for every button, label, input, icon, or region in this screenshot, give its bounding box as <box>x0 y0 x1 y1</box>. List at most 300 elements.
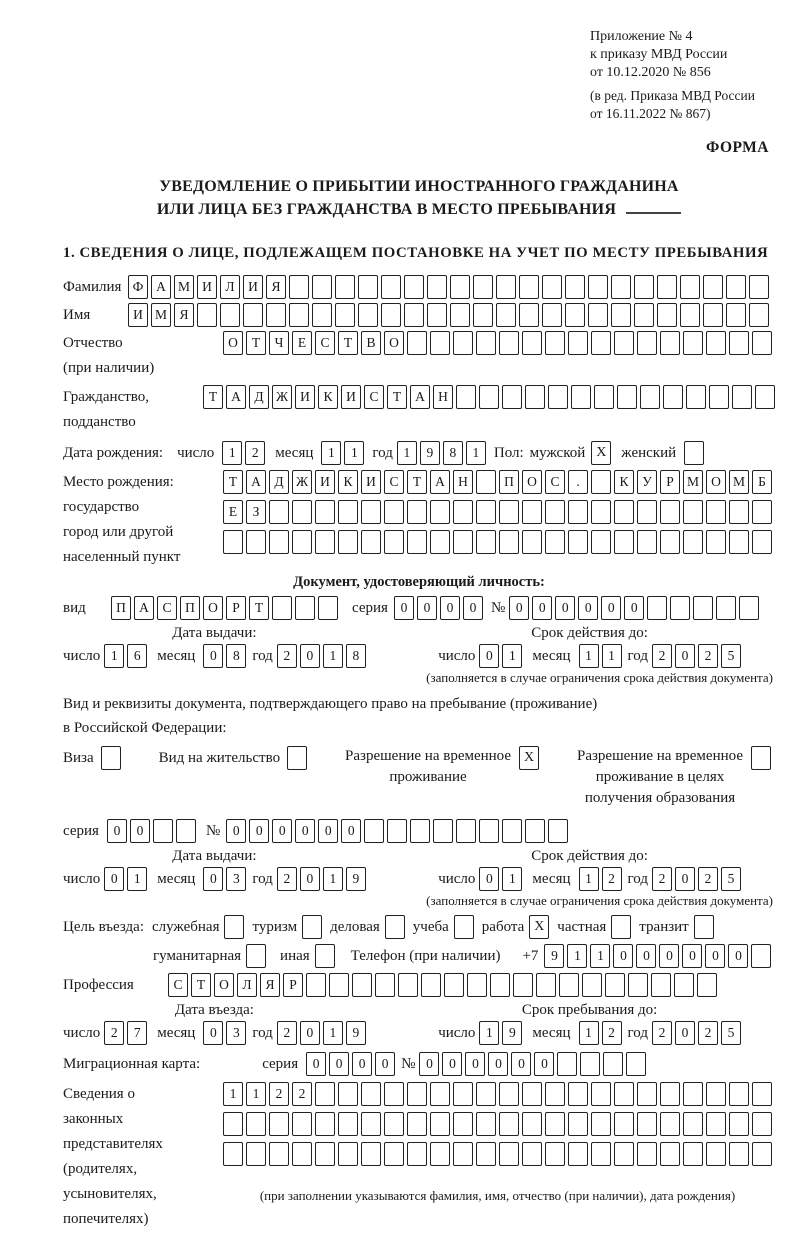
char-box[interactable] <box>315 1142 335 1166</box>
char-box[interactable]: 2 <box>277 867 297 891</box>
char-box[interactable]: 1 <box>127 867 147 891</box>
purpose-private-checkbox[interactable] <box>611 915 631 939</box>
char-box[interactable]: А <box>430 470 450 494</box>
char-box[interactable] <box>542 303 562 327</box>
char-box[interactable] <box>476 500 496 524</box>
char-box[interactable]: 0 <box>318 819 338 843</box>
char-box[interactable] <box>536 973 556 997</box>
char-box[interactable]: А <box>246 470 266 494</box>
char-box[interactable] <box>660 1112 680 1136</box>
char-box[interactable] <box>697 973 717 997</box>
char-box[interactable] <box>542 275 562 299</box>
char-box[interactable] <box>519 303 539 327</box>
char-box[interactable] <box>637 1142 657 1166</box>
char-box[interactable] <box>752 1112 772 1136</box>
char-box[interactable] <box>361 1142 381 1166</box>
char-box[interactable] <box>223 1112 243 1136</box>
char-box[interactable] <box>605 973 625 997</box>
char-box[interactable] <box>421 973 441 997</box>
char-box[interactable] <box>387 819 407 843</box>
char-box[interactable] <box>450 275 470 299</box>
char-box[interactable]: 9 <box>346 867 366 891</box>
char-box[interactable] <box>729 500 749 524</box>
char-box[interactable] <box>565 303 585 327</box>
char-box[interactable] <box>476 530 496 554</box>
char-box[interactable] <box>670 596 690 620</box>
char-box[interactable]: Т <box>387 385 407 409</box>
char-box[interactable]: 2 <box>652 644 672 668</box>
char-box[interactable] <box>545 1082 565 1106</box>
char-box[interactable] <box>329 973 349 997</box>
char-box[interactable] <box>683 530 703 554</box>
purpose-work-checkbox[interactable]: X <box>529 915 549 939</box>
char-box[interactable] <box>752 500 772 524</box>
char-box[interactable] <box>407 331 427 355</box>
char-box[interactable] <box>295 596 315 620</box>
char-box[interactable] <box>433 819 453 843</box>
char-box[interactable] <box>476 1082 496 1106</box>
char-box[interactable] <box>430 530 450 554</box>
char-box[interactable]: 0 <box>555 596 575 620</box>
char-box[interactable]: 1 <box>590 944 610 968</box>
char-box[interactable] <box>361 530 381 554</box>
edu-residence-checkbox[interactable] <box>751 746 771 770</box>
char-box[interactable]: 0 <box>249 819 269 843</box>
char-box[interactable]: 1 <box>579 1021 599 1045</box>
char-box[interactable] <box>611 275 631 299</box>
char-box[interactable] <box>752 530 772 554</box>
char-box[interactable] <box>338 1112 358 1136</box>
char-box[interactable]: 6 <box>127 644 147 668</box>
char-box[interactable]: О <box>384 331 404 355</box>
char-box[interactable]: 0 <box>419 1052 439 1076</box>
char-box[interactable]: Л <box>220 275 240 299</box>
char-box[interactable] <box>545 1112 565 1136</box>
char-box[interactable] <box>153 819 173 843</box>
char-box[interactable] <box>752 331 772 355</box>
char-box[interactable] <box>289 275 309 299</box>
char-box[interactable] <box>246 1142 266 1166</box>
char-box[interactable]: 1 <box>397 441 417 465</box>
char-box[interactable]: 0 <box>636 944 656 968</box>
char-box[interactable]: 3 <box>226 867 246 891</box>
char-box[interactable] <box>499 530 519 554</box>
purpose-humanitarian-checkbox[interactable] <box>246 944 266 968</box>
char-box[interactable] <box>430 331 450 355</box>
char-box[interactable] <box>545 331 565 355</box>
char-box[interactable]: 0 <box>295 819 315 843</box>
char-box[interactable]: 0 <box>613 944 633 968</box>
char-box[interactable] <box>660 1142 680 1166</box>
char-box[interactable] <box>292 1112 312 1136</box>
char-box[interactable]: Н <box>453 470 473 494</box>
char-box[interactable]: 0 <box>107 819 127 843</box>
char-box[interactable]: О <box>706 470 726 494</box>
char-box[interactable] <box>580 1052 600 1076</box>
char-box[interactable]: 9 <box>346 1021 366 1045</box>
char-box[interactable] <box>634 303 654 327</box>
char-box[interactable] <box>703 303 723 327</box>
char-box[interactable]: 1 <box>323 1021 343 1045</box>
char-box[interactable] <box>706 1142 726 1166</box>
char-box[interactable]: Т <box>203 385 223 409</box>
char-box[interactable] <box>614 1142 634 1166</box>
char-box[interactable] <box>315 1112 335 1136</box>
char-box[interactable]: А <box>134 596 154 620</box>
char-box[interactable] <box>634 275 654 299</box>
char-box[interactable] <box>292 530 312 554</box>
char-box[interactable] <box>499 500 519 524</box>
char-box[interactable]: 0 <box>394 596 414 620</box>
char-box[interactable] <box>588 275 608 299</box>
char-box[interactable] <box>726 303 746 327</box>
char-box[interactable] <box>430 500 450 524</box>
char-box[interactable]: К <box>338 470 358 494</box>
char-box[interactable] <box>407 530 427 554</box>
char-box[interactable]: 0 <box>226 819 246 843</box>
char-box[interactable] <box>410 819 430 843</box>
char-box[interactable]: К <box>318 385 338 409</box>
char-box[interactable]: 1 <box>579 867 599 891</box>
char-box[interactable]: 2 <box>269 1082 289 1106</box>
char-box[interactable]: 2 <box>277 644 297 668</box>
char-box[interactable] <box>614 530 634 554</box>
char-box[interactable] <box>404 303 424 327</box>
char-box[interactable] <box>453 500 473 524</box>
char-box[interactable] <box>611 303 631 327</box>
char-box[interactable] <box>617 385 637 409</box>
char-box[interactable] <box>755 385 775 409</box>
char-box[interactable] <box>637 331 657 355</box>
char-box[interactable] <box>364 819 384 843</box>
char-box[interactable] <box>729 1082 749 1106</box>
char-box[interactable] <box>591 1112 611 1136</box>
char-box[interactable]: 1 <box>344 441 364 465</box>
char-box[interactable] <box>223 530 243 554</box>
char-box[interactable]: 0 <box>509 596 529 620</box>
char-box[interactable]: 8 <box>226 644 246 668</box>
char-box[interactable] <box>614 1082 634 1106</box>
char-box[interactable]: 2 <box>104 1021 124 1045</box>
char-box[interactable] <box>732 385 752 409</box>
char-box[interactable] <box>453 530 473 554</box>
char-box[interactable]: Е <box>223 500 243 524</box>
char-box[interactable]: О <box>214 973 234 997</box>
char-box[interactable]: Я <box>266 275 286 299</box>
char-box[interactable] <box>752 1142 772 1166</box>
char-box[interactable]: 0 <box>329 1052 349 1076</box>
char-box[interactable]: Н <box>433 385 453 409</box>
char-box[interactable] <box>499 1082 519 1106</box>
char-box[interactable] <box>614 1112 634 1136</box>
char-box[interactable] <box>663 385 683 409</box>
char-box[interactable] <box>751 944 771 968</box>
char-box[interactable] <box>565 275 585 299</box>
char-box[interactable] <box>557 1052 577 1076</box>
char-box[interactable] <box>568 1082 588 1106</box>
char-box[interactable]: Т <box>407 470 427 494</box>
char-box[interactable] <box>289 303 309 327</box>
char-box[interactable]: 0 <box>104 867 124 891</box>
char-box[interactable] <box>706 1082 726 1106</box>
char-box[interactable] <box>453 1082 473 1106</box>
char-box[interactable]: С <box>168 973 188 997</box>
char-box[interactable] <box>674 973 694 997</box>
char-box[interactable] <box>246 530 266 554</box>
char-box[interactable]: 0 <box>375 1052 395 1076</box>
char-box[interactable] <box>545 1142 565 1166</box>
char-box[interactable]: 0 <box>442 1052 462 1076</box>
char-box[interactable]: Р <box>283 973 303 997</box>
char-box[interactable]: 1 <box>567 944 587 968</box>
char-box[interactable] <box>568 500 588 524</box>
char-box[interactable] <box>545 530 565 554</box>
char-box[interactable]: М <box>683 470 703 494</box>
char-box[interactable]: 2 <box>698 1021 718 1045</box>
char-box[interactable] <box>453 331 473 355</box>
char-box[interactable]: 1 <box>502 644 522 668</box>
char-box[interactable]: 0 <box>352 1052 372 1076</box>
char-box[interactable] <box>749 275 769 299</box>
char-box[interactable] <box>338 1082 358 1106</box>
char-box[interactable]: 0 <box>624 596 644 620</box>
char-box[interactable] <box>499 1142 519 1166</box>
char-box[interactable]: И <box>295 385 315 409</box>
char-box[interactable] <box>490 973 510 997</box>
char-box[interactable]: А <box>151 275 171 299</box>
char-box[interactable]: П <box>111 596 131 620</box>
char-box[interactable] <box>591 470 611 494</box>
char-box[interactable]: 1 <box>104 644 124 668</box>
char-box[interactable] <box>571 385 591 409</box>
char-box[interactable] <box>315 530 335 554</box>
char-box[interactable]: 2 <box>245 441 265 465</box>
char-box[interactable]: 0 <box>463 596 483 620</box>
char-box[interactable]: 1 <box>502 867 522 891</box>
char-box[interactable]: 0 <box>532 596 552 620</box>
char-box[interactable] <box>450 303 470 327</box>
char-box[interactable] <box>176 819 196 843</box>
char-box[interactable]: 0 <box>300 1021 320 1045</box>
char-box[interactable] <box>358 275 378 299</box>
char-box[interactable] <box>338 500 358 524</box>
char-box[interactable]: А <box>410 385 430 409</box>
char-box[interactable] <box>729 1142 749 1166</box>
char-box[interactable]: 2 <box>652 867 672 891</box>
char-box[interactable]: 2 <box>698 644 718 668</box>
char-box[interactable] <box>522 1142 542 1166</box>
char-box[interactable]: И <box>315 470 335 494</box>
char-box[interactable]: 1 <box>579 644 599 668</box>
char-box[interactable]: 5 <box>721 644 741 668</box>
char-box[interactable]: 3 <box>226 1021 246 1045</box>
char-box[interactable]: 1 <box>466 441 486 465</box>
char-box[interactable] <box>749 303 769 327</box>
char-box[interactable] <box>476 331 496 355</box>
char-box[interactable]: 5 <box>721 1021 741 1045</box>
char-box[interactable] <box>407 500 427 524</box>
char-box[interactable] <box>496 303 516 327</box>
char-box[interactable]: 0 <box>675 644 695 668</box>
char-box[interactable]: . <box>568 470 588 494</box>
char-box[interactable] <box>223 1142 243 1166</box>
char-box[interactable] <box>637 1112 657 1136</box>
char-box[interactable] <box>381 275 401 299</box>
char-box[interactable]: Т <box>191 973 211 997</box>
char-box[interactable] <box>338 530 358 554</box>
char-box[interactable] <box>752 1082 772 1106</box>
char-box[interactable]: 9 <box>502 1021 522 1045</box>
char-box[interactable]: 1 <box>602 644 622 668</box>
char-box[interactable] <box>502 385 522 409</box>
char-box[interactable] <box>292 500 312 524</box>
char-box[interactable]: 0 <box>300 644 320 668</box>
char-box[interactable] <box>686 385 706 409</box>
char-box[interactable] <box>657 303 677 327</box>
char-box[interactable]: 8 <box>443 441 463 465</box>
char-box[interactable] <box>430 1142 450 1166</box>
char-box[interactable]: П <box>499 470 519 494</box>
char-box[interactable]: П <box>180 596 200 620</box>
char-box[interactable] <box>220 303 240 327</box>
char-box[interactable]: М <box>729 470 749 494</box>
char-box[interactable]: 0 <box>300 867 320 891</box>
char-box[interactable]: Т <box>249 596 269 620</box>
char-box[interactable] <box>706 1112 726 1136</box>
char-box[interactable] <box>335 303 355 327</box>
char-box[interactable] <box>568 331 588 355</box>
char-box[interactable]: Т <box>223 470 243 494</box>
char-box[interactable]: Р <box>660 470 680 494</box>
char-box[interactable] <box>375 973 395 997</box>
char-box[interactable]: Д <box>269 470 289 494</box>
char-box[interactable] <box>338 1142 358 1166</box>
char-box[interactable] <box>384 1142 404 1166</box>
char-box[interactable]: 2 <box>652 1021 672 1045</box>
char-box[interactable] <box>559 973 579 997</box>
char-box[interactable]: 0 <box>203 644 223 668</box>
char-box[interactable]: 0 <box>272 819 292 843</box>
char-box[interactable]: Л <box>237 973 257 997</box>
char-box[interactable] <box>637 1082 657 1106</box>
char-box[interactable]: В <box>361 331 381 355</box>
char-box[interactable] <box>479 819 499 843</box>
char-box[interactable]: Д <box>249 385 269 409</box>
char-box[interactable] <box>525 385 545 409</box>
char-box[interactable] <box>272 596 292 620</box>
char-box[interactable]: Т <box>246 331 266 355</box>
char-box[interactable]: С <box>545 470 565 494</box>
char-box[interactable] <box>361 500 381 524</box>
char-box[interactable] <box>683 1142 703 1166</box>
char-box[interactable] <box>729 331 749 355</box>
char-box[interactable] <box>381 303 401 327</box>
char-box[interactable]: 0 <box>203 1021 223 1045</box>
char-box[interactable] <box>476 470 496 494</box>
char-box[interactable] <box>384 1112 404 1136</box>
char-box[interactable]: 0 <box>534 1052 554 1076</box>
char-box[interactable] <box>269 500 289 524</box>
char-box[interactable]: Р <box>226 596 246 620</box>
char-box[interactable]: 0 <box>203 867 223 891</box>
char-box[interactable]: 1 <box>323 867 343 891</box>
char-box[interactable] <box>473 303 493 327</box>
char-box[interactable]: Ф <box>128 275 148 299</box>
char-box[interactable] <box>522 331 542 355</box>
char-box[interactable] <box>726 275 746 299</box>
char-box[interactable] <box>398 973 418 997</box>
char-box[interactable] <box>683 331 703 355</box>
char-box[interactable] <box>456 819 476 843</box>
sex-male-checkbox[interactable]: X <box>591 441 611 465</box>
char-box[interactable]: 0 <box>675 867 695 891</box>
char-box[interactable]: 2 <box>602 867 622 891</box>
char-box[interactable] <box>522 1112 542 1136</box>
char-box[interactable] <box>568 530 588 554</box>
char-box[interactable]: 0 <box>601 596 621 620</box>
char-box[interactable]: И <box>128 303 148 327</box>
char-box[interactable]: Е <box>292 331 312 355</box>
char-box[interactable] <box>603 1052 623 1076</box>
char-box[interactable] <box>335 275 355 299</box>
char-box[interactable] <box>197 303 217 327</box>
char-box[interactable] <box>496 275 516 299</box>
char-box[interactable]: Б <box>752 470 772 494</box>
char-box[interactable] <box>614 500 634 524</box>
char-box[interactable]: О <box>203 596 223 620</box>
char-box[interactable] <box>588 303 608 327</box>
char-box[interactable] <box>427 303 447 327</box>
char-box[interactable] <box>499 1112 519 1136</box>
char-box[interactable]: 1 <box>321 441 341 465</box>
char-box[interactable] <box>473 275 493 299</box>
char-box[interactable] <box>361 1112 381 1136</box>
char-box[interactable] <box>660 331 680 355</box>
char-box[interactable] <box>522 500 542 524</box>
purpose-commercial-checkbox[interactable] <box>385 915 405 939</box>
char-box[interactable] <box>513 973 533 997</box>
char-box[interactable] <box>467 973 487 997</box>
char-box[interactable]: У <box>637 470 657 494</box>
char-box[interactable] <box>269 1112 289 1136</box>
char-box[interactable] <box>640 385 660 409</box>
char-box[interactable]: 0 <box>341 819 361 843</box>
char-box[interactable] <box>739 596 759 620</box>
char-box[interactable]: 2 <box>292 1082 312 1106</box>
char-box[interactable] <box>716 596 736 620</box>
char-box[interactable] <box>352 973 372 997</box>
char-box[interactable]: Я <box>260 973 280 997</box>
char-box[interactable]: Ж <box>272 385 292 409</box>
char-box[interactable] <box>660 1082 680 1106</box>
char-box[interactable] <box>453 1142 473 1166</box>
char-box[interactable] <box>312 275 332 299</box>
char-box[interactable]: 2 <box>277 1021 297 1045</box>
char-box[interactable]: 1 <box>223 1082 243 1106</box>
char-box[interactable] <box>361 1082 381 1106</box>
char-box[interactable] <box>453 1112 473 1136</box>
char-box[interactable] <box>683 500 703 524</box>
char-box[interactable]: 0 <box>488 1052 508 1076</box>
temp-residence-checkbox[interactable]: X <box>519 746 539 770</box>
char-box[interactable] <box>266 303 286 327</box>
char-box[interactable]: 0 <box>440 596 460 620</box>
char-box[interactable] <box>568 1142 588 1166</box>
char-box[interactable] <box>502 819 522 843</box>
char-box[interactable] <box>545 500 565 524</box>
char-box[interactable]: Ч <box>269 331 289 355</box>
char-box[interactable]: 1 <box>222 441 242 465</box>
